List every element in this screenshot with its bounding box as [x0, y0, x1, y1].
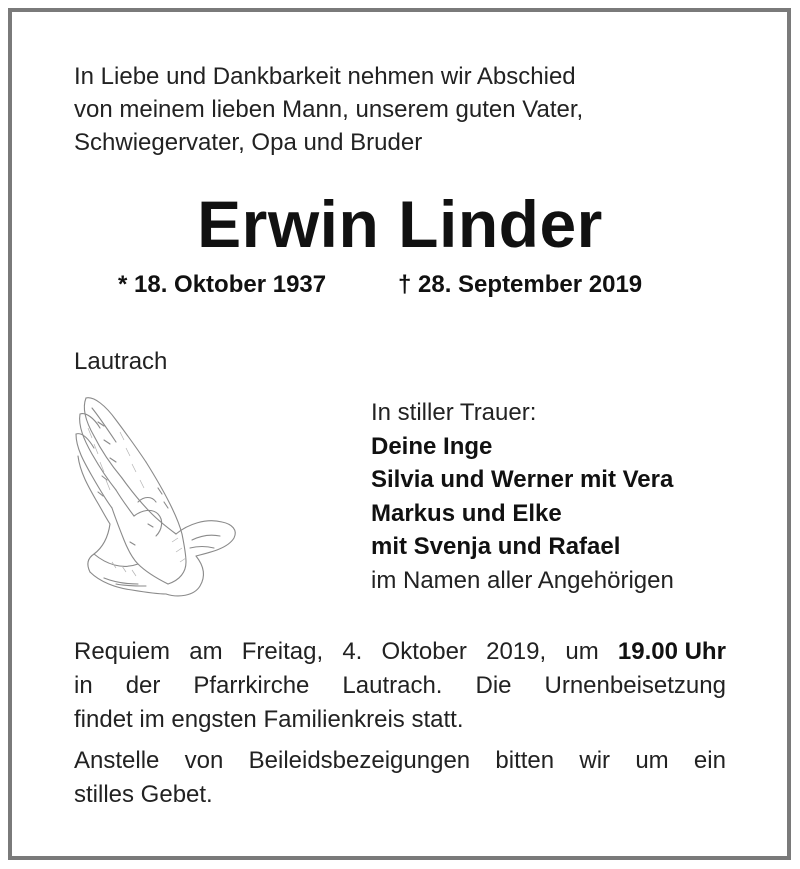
death-date: † 28. September 2019: [398, 271, 643, 298]
service-word: 4.: [342, 638, 363, 665]
mourner-name: Deine Inge: [371, 432, 493, 460]
service-word: Requiem: [74, 638, 171, 665]
service-word: um: [565, 638, 599, 665]
service-word: Pfarrkirche: [193, 672, 310, 699]
mourner-name: Markus und Elke: [371, 499, 562, 527]
mourner-name: Silvia und Werner mit Vera: [371, 466, 674, 493]
condolence-word: Beileidsbezeigungen: [248, 747, 471, 774]
condolence-word: bitten: [495, 747, 555, 774]
intro-line: Schwiegervater, Opa und Bruder: [74, 129, 423, 156]
service-word: 2019,: [486, 638, 547, 665]
service-word: Die: [475, 672, 512, 699]
intro-line: von meinem lieben Mann, unserem guten Vater,: [74, 96, 584, 123]
place-of-residence: Lautrach: [74, 348, 168, 375]
condolence-line: stilles Gebet.: [74, 781, 213, 808]
service-time: 19.00 Uhr: [617, 638, 726, 665]
praying-hands-icon: [72, 392, 242, 607]
condolence-word: ein: [693, 747, 726, 774]
service-word: Urnenbeisetzung: [544, 672, 726, 699]
service-line: [74, 669, 726, 703]
service-line: [74, 635, 726, 669]
service-line: findet im engsten Familienkreis statt.: [74, 706, 464, 733]
service-word: Freitag,: [241, 638, 324, 665]
intro-line: In Liebe und Dankbarkeit nehmen wir Abschied: [74, 63, 576, 90]
mourners-block: [371, 396, 674, 597]
condolence-word: um: [635, 747, 669, 774]
mourners-heading: In stiller Trauer:: [371, 399, 537, 426]
intro-text: [74, 60, 583, 159]
birth-date: * 18. Oktober 1937: [118, 271, 327, 298]
mourners-footer: im Namen aller Angehörigen: [371, 566, 674, 594]
condolence-word: wir: [579, 747, 611, 774]
deceased-name: Erwin Linder: [197, 187, 603, 261]
service-word: Oktober: [381, 638, 467, 665]
service-word: Lautrach.: [342, 672, 443, 699]
service-word: am: [189, 638, 223, 665]
mourner-name: mit Svenja und Rafael: [371, 533, 621, 560]
condolence-word: Anstelle: [74, 747, 160, 774]
service-word: in: [74, 672, 93, 699]
service-info: [74, 635, 726, 812]
condolence-line: [74, 744, 726, 778]
service-word: der: [125, 672, 161, 699]
condolence-word: von: [184, 747, 224, 774]
